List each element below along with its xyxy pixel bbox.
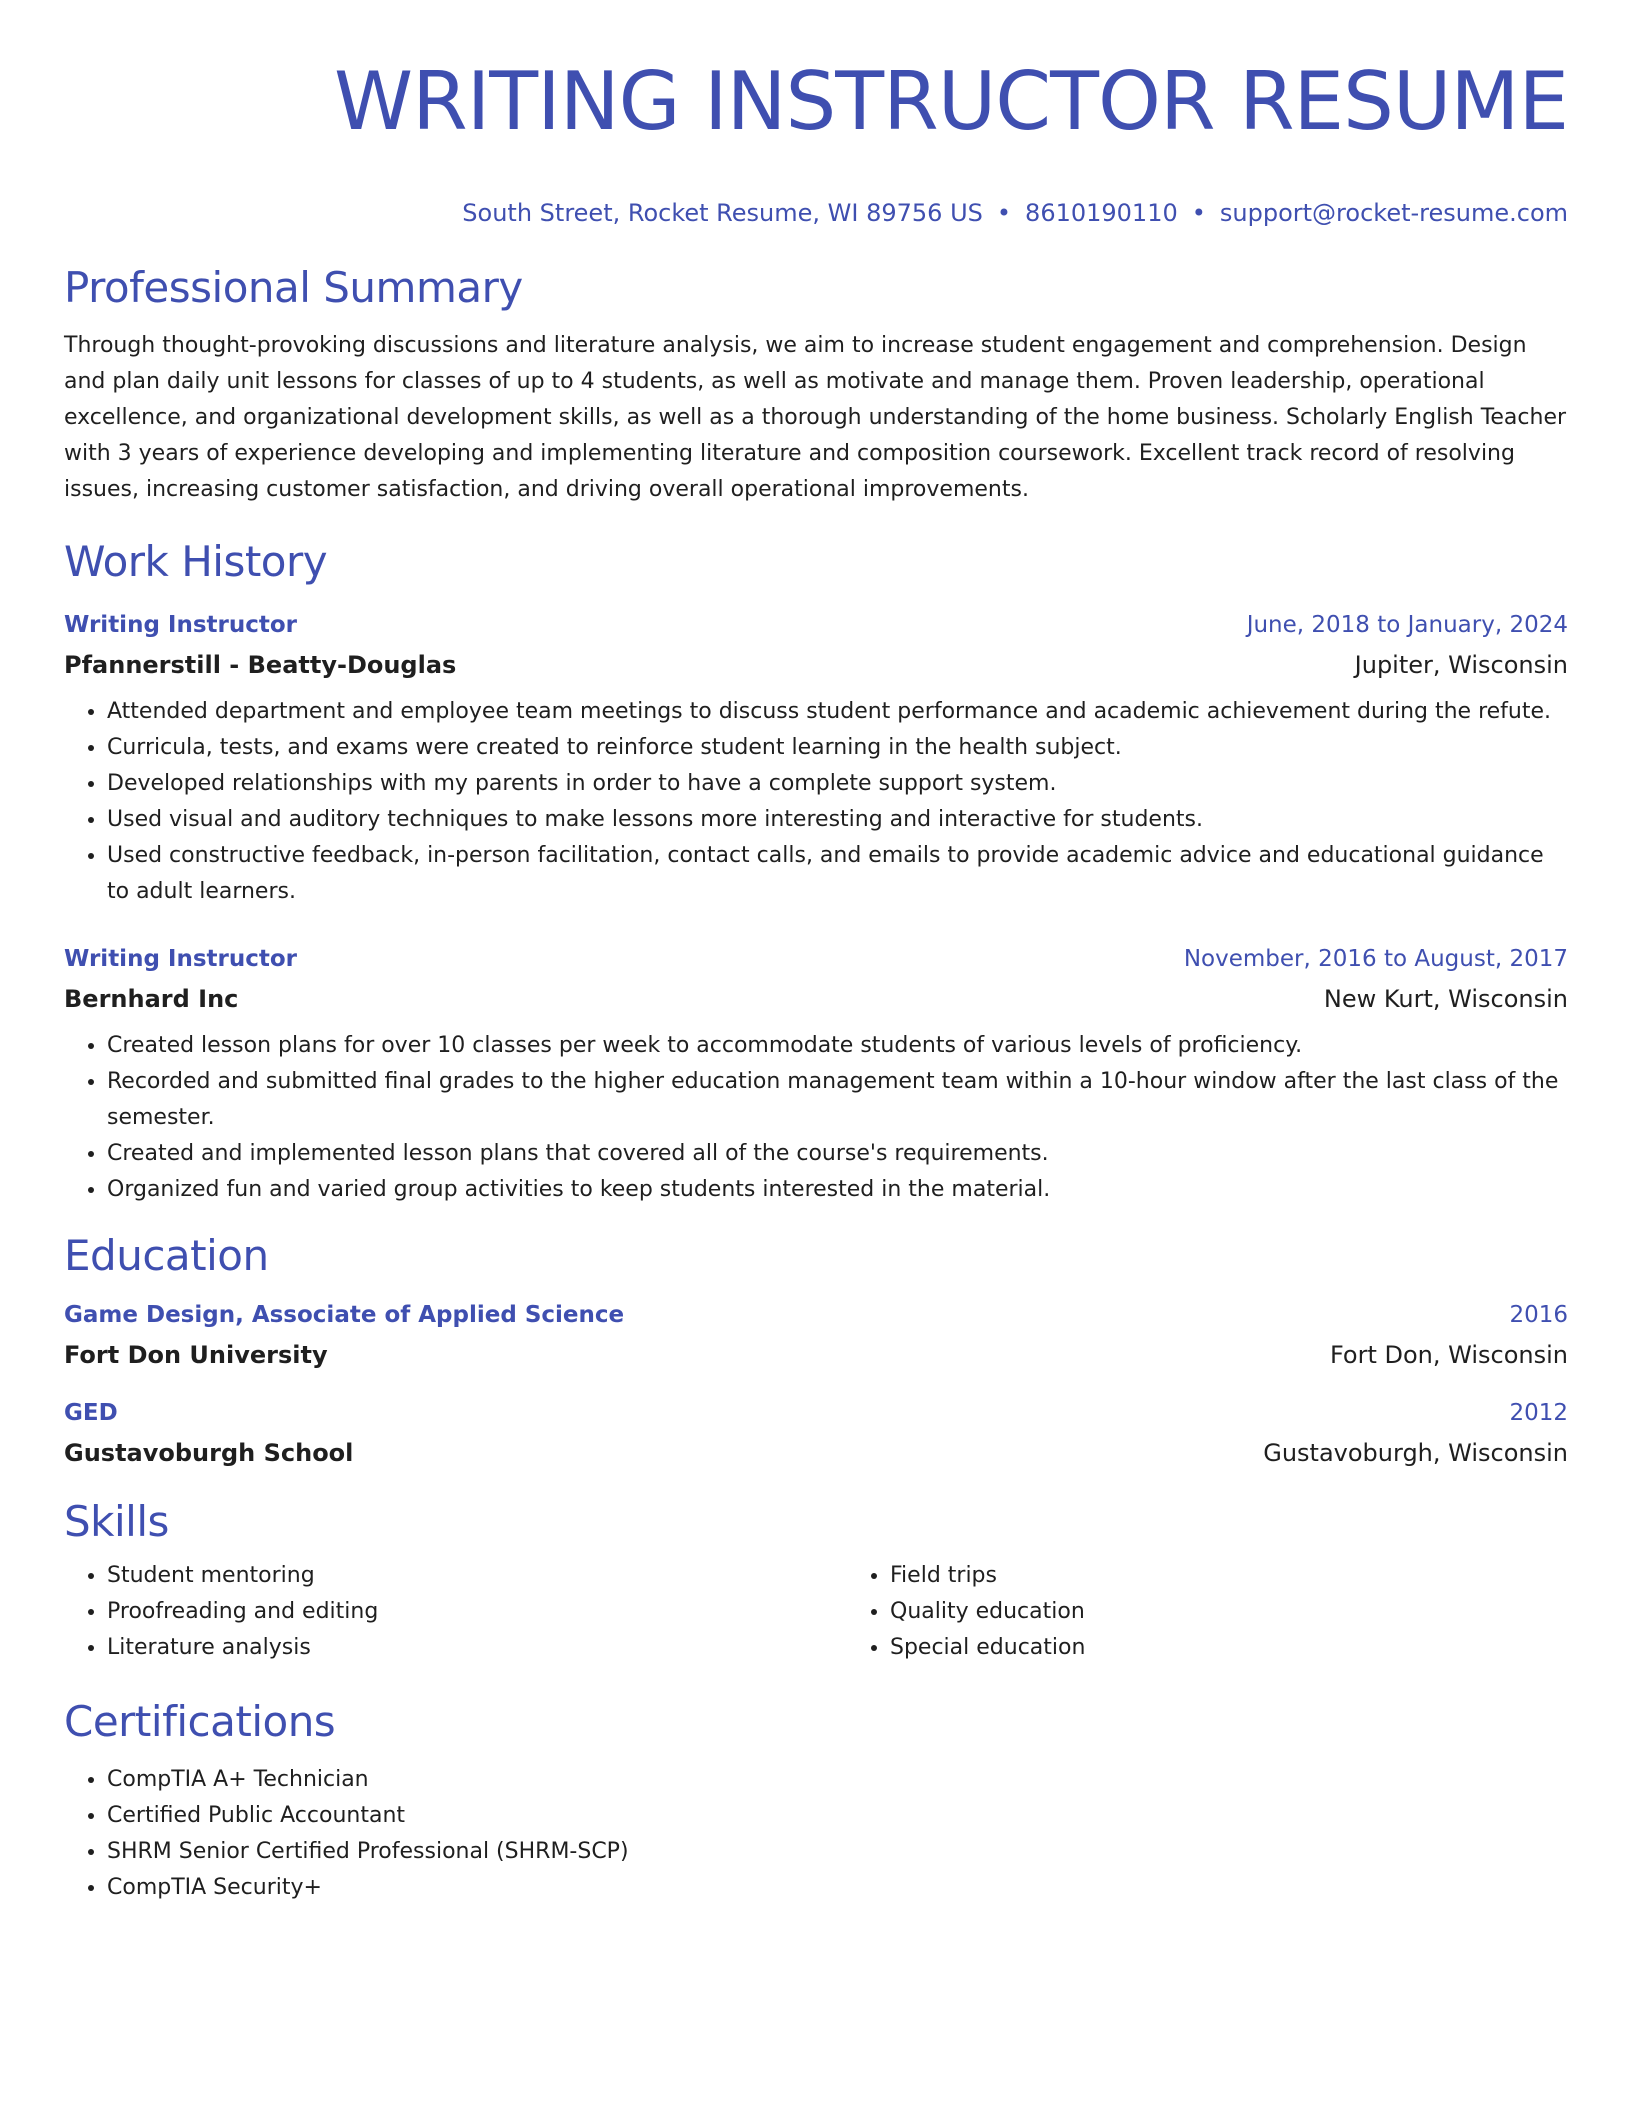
job-bullet: • Used constructive feedback, in-person facilitation, contact calls, and emails to provide academic advice and educational guidance to adult learners. [107, 838, 1568, 910]
job-bullet-list [64, 1028, 1568, 1208]
skills-list-right [847, 1558, 1568, 1666]
job-header-row [64, 610, 1568, 640]
contact-phone: 8610190110 [1025, 199, 1178, 227]
education-school-row [64, 1438, 1568, 1468]
education-school: Gustavoburgh School [64, 1439, 354, 1467]
summary-section [64, 262, 1568, 508]
education-entry [64, 1398, 1568, 1468]
job-bullet: • Created lesson plans for over 10 classes per week to accommodate students of various levels of proficiency. [107, 1028, 1568, 1064]
education-location: Fort Don, Wisconsin [1329, 1341, 1568, 1369]
education-school: Fort Don University [64, 1341, 328, 1369]
job-company-row [64, 984, 1568, 1014]
section-title-work-history: Work History [64, 537, 328, 586]
certification-item: • CompTIA Security+ [107, 1870, 1568, 1906]
skill-item: • Student mentoring [107, 1558, 847, 1594]
education-year: 2016 [1509, 1302, 1568, 1328]
skill-item: • Field trips [890, 1558, 1568, 1594]
skills-list-left [64, 1558, 847, 1666]
job-dates: November, 2016 to August, 2017 [1183, 946, 1568, 972]
job-bullet-list [64, 694, 1568, 910]
job-entry [64, 610, 1568, 910]
certification-item: • CompTIA A+ Technician [107, 1762, 1568, 1798]
job-bullet: • Organized fun and varied group activities to keep students interested in the material. [107, 1172, 1568, 1208]
education-year: 2012 [1509, 1400, 1568, 1426]
education-section [64, 1230, 1568, 1468]
job-dates: June, 2018 to January, 2024 [1246, 612, 1568, 638]
job-location: Jupiter, Wisconsin [1354, 651, 1568, 679]
education-entry [64, 1300, 1568, 1370]
skill-item: • Quality education [890, 1594, 1568, 1630]
job-role: Writing Instructor [64, 612, 298, 638]
contact-separator: • [996, 199, 1012, 227]
education-header-row [64, 1300, 1568, 1330]
job-entry [64, 944, 1568, 1208]
job-bullet: • Attended department and employee team meetings to discuss student performance and academic achievement during the refute. [107, 694, 1568, 730]
section-title-education: Education [64, 1231, 269, 1280]
education-header-row [64, 1398, 1568, 1428]
section-title-summary: Professional Summary [64, 263, 523, 312]
education-school-row [64, 1340, 1568, 1370]
job-company: Pfannerstill - Beatty-Douglas [64, 651, 457, 679]
job-header-row [64, 944, 1568, 974]
job-bullet: • Developed relationships with my parents in order to have a complete support system. [107, 766, 1568, 802]
resume-header [64, 52, 1568, 228]
certifications-list [64, 1762, 1568, 1906]
section-title-certifications: Certifications [64, 1697, 336, 1746]
skill-item: • Special education [890, 1630, 1568, 1666]
contact-separator: • [1191, 199, 1206, 227]
certification-item: • SHRM Senior Certified Professional (SHRM-SCP) [107, 1834, 1568, 1870]
skill-item: • Proofreading and editing [107, 1594, 847, 1630]
education-location: Gustavoburgh, Wisconsin [1263, 1439, 1568, 1467]
education-degree: GED [64, 1400, 118, 1426]
section-title-skills: Skills [64, 1497, 169, 1546]
contact-email: support@rocket-resume.com [1219, 199, 1568, 227]
job-company: Bernhard Inc [64, 985, 239, 1013]
summary-text: Through thought-provoking discussions and literature analysis, we aim to increase student engagement and comprehension. Design and plan daily unit lessons for classes of up to 4 students, as well as motivate and manage them. Proven leadership, operational excellence, and organizational development skills, as well as a thorough understanding of the home business. Scholarly English Teacher with 3 years of experience developing and implementing literature and composition coursework. Excellent track record of resolving issues, increasing customer satisfaction, and driving overall operational improvements. [64, 333, 1567, 502]
skills-section [64, 1496, 1568, 1666]
resume-title: WRITING INSTRUCTOR RESUME [334, 55, 1568, 148]
job-company-row [64, 650, 1568, 680]
work-history-section [64, 536, 1568, 1208]
job-location: New Kurt, Wisconsin [1323, 985, 1568, 1013]
education-degree: Game Design, Associate of Applied Science [64, 1302, 625, 1328]
job-bullet: • Curricula, tests, and exams were created to reinforce student learning in the health subject. [107, 730, 1568, 766]
job-bullet: • Created and implemented lesson plans that covered all of the course's requirements. [107, 1136, 1568, 1172]
certification-item: • Certified Public Accountant [107, 1798, 1568, 1834]
skills-grid [64, 1558, 1568, 1666]
contact-address: South Street, Rocket Resume, WI 89756 US [462, 199, 983, 227]
certifications-section [64, 1696, 1568, 1906]
job-bullet: • Recorded and submitted final grades to the higher education management team within a 10-hour window after the last class of the semester. [107, 1064, 1568, 1136]
job-role: Writing Instructor [64, 946, 298, 972]
skill-item: • Literature analysis [107, 1630, 847, 1666]
job-bullet: • Used visual and auditory techniques to make lessons more interesting and interactive for students. [107, 802, 1568, 838]
contact-line [64, 198, 1568, 228]
